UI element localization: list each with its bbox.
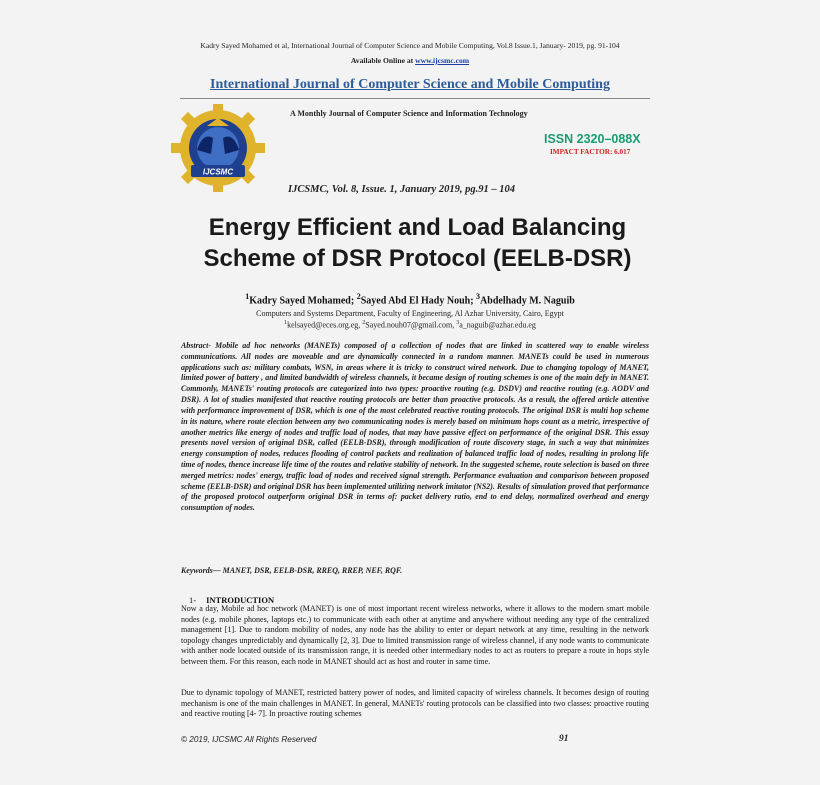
journal-logo — [167, 104, 269, 194]
page-number: 91 — [559, 734, 569, 744]
author-1-name: Kadry Sayed Mohamed; — [249, 295, 355, 307]
author-emails — [0, 320, 820, 330]
intro-paragraph-2: Due to dynamic topology of MANET, restricted battery power of nodes, and limited capacity of wireless channels. It becomes design of routing mechanism is one of the main challenges in MANET. In general, MANETs' routing protocols can be classified into two classes: proactive routing and reactive routing [4- 7]. In proactive routing schemes — [181, 688, 649, 718]
available-online-line — [0, 56, 820, 65]
author-3-name: Abdelhady M. Naguib — [480, 295, 575, 307]
email-1-number: 1 — [284, 320, 288, 326]
copyright-footer: © 2019, IJCSMC All Rights Reserved — [181, 735, 317, 744]
email-2-number: 2 — [362, 320, 366, 326]
email-1: kelsayed@eces.org.eg, — [287, 320, 361, 330]
impact-factor: IMPACT FACTOR: 6.017 — [550, 148, 631, 156]
issn-number: ISSN 2320–088X — [544, 132, 641, 146]
abstract-text: Abstract- Mobile ad hoc networks (MANETs) composed of a collection of nodes that are linked in scattered way to enable wireless communications. All nodes are moveable and are dynamically connected in a random manner. MANETs could be used in numerous applications such as: military combats, WSN, in areas where it is tricky to construct wired network. Due to changing topology of MANET, limited power of battery , and limited bandwidth of wireless channels, it became design of routing schemes is one of the main defy in MANET. Commonly, MANETs' routing protocols are categorized into two types: proactive routing (e.g. DSDV) and reactive routing (e.g. AODV and DSR). A lot of studies manifested that reactive routing protocols are better than proactive protocols. As a result, the offered article attentive with performance improvement of DSR, which is one of the most celebrated reactive routing protocols. The original DSR is multi hop scheme in its nature, where route election between any two communicating nodes is merely based on minimum hops count as a metric, irrespective of another metrics like energy of nodes and traffic load of nodes, that may have passive effect on performance of the original DSR. This essay presents novel version of original DSR, called (EELB-DSR), through modification of route discovery stage, in such a way that minimizes energy consumption of nodes, reduces flooding of control packets and realization of balanced traffic load of nodes, resulting in prolong life time of nodes, thence increase life time of the routes and relative stability of network. In the suggested scheme, route selection is based on three merged metrics: nodes' energy, traffic load of nodes and received signal strength. Performance evaluation and comparison between proposed scheme (EELB-DSR) and original DSR has been implemented utilizing network imitator (NS2). Results of simulation proved that performance of the proposed protocol outperform original DSR in terms of: packet delivery ratio, end to end delay, normalized overhead and energy consumption of nodes. — [181, 341, 649, 513]
author-affiliation: Computers and Systems Department, Faculty of Engineering, Al Azhar University, Cairo, Egypt — [256, 309, 564, 318]
paper-title-line-1: Energy Efficient and Load Balancing — [208, 214, 627, 241]
author-2-name: Sayed Abd El Hady Nouh; — [360, 295, 474, 307]
paper-title-line-2: Scheme of DSR Protocol (EELB-DSR) — [203, 245, 632, 272]
paper-title — [150, 212, 685, 274]
available-label: Available Online at — [350, 56, 414, 65]
gear-emblem-icon — [171, 104, 265, 192]
email-3: a_naguib@azhar.edu.eg — [459, 320, 536, 330]
author-3-number: 3 — [476, 292, 481, 301]
volume-issue-line: IJCSMC, Vol. 8, Issue. 1, January 2019, pg.91 – 104 — [288, 184, 515, 195]
journal-website-link[interactable]: www.ijcsmc.com — [415, 56, 470, 65]
journal-subtitle: A Monthly Journal of Computer Science and Information Technology — [290, 109, 528, 118]
email-2: Sayed.nouh07@gmail.com, — [365, 320, 455, 330]
header-divider — [180, 98, 650, 99]
running-header-citation: Kadry Sayed Mohamed et al, International Journal of Computer Science and Mobile Computing, Vol.8 Issue.1, January- 2019, pg. 91-104 — [200, 41, 620, 50]
email-3-number: 3 — [456, 320, 460, 326]
author-2-number: 2 — [356, 292, 361, 301]
keywords-line: Keywords— MANET, DSR, EELB-DSR, RREQ, RREP, NEF, RQF. — [181, 566, 403, 575]
section-number: 1- — [189, 595, 197, 605]
journal-name[interactable]: International Journal of Computer Science and Mobile Computing — [210, 77, 610, 92]
author-1-number: 1 — [245, 292, 250, 301]
logo-text: IJCSMC — [202, 167, 234, 177]
author-list — [0, 292, 820, 306]
section-title: INTRODUCTION — [206, 595, 275, 605]
intro-paragraph-1: Now a day, Mobile ad hoc network (MANET) is one of most important recent wireless networks, where it allows to the modern smart mobile nodes (e.g. mobile phones, laptops etc.) to communicate with each other at anytime and anywhere without needing any type of the centralized management [1]. Due to random mobility of nodes, any node has the ability to enter or depart network at any time, resulting in the network topology changes unpredictably and dynamically [2, 3]. Due to limited transmission range of wireless channel, if any node wants to communicate with anther node located outside of its transmission range, it is needed other intermediary nodes to act as routers to prepare a route in hops style between them. For this reason, each node in MANET should act as host and router in same time. — [181, 604, 649, 666]
